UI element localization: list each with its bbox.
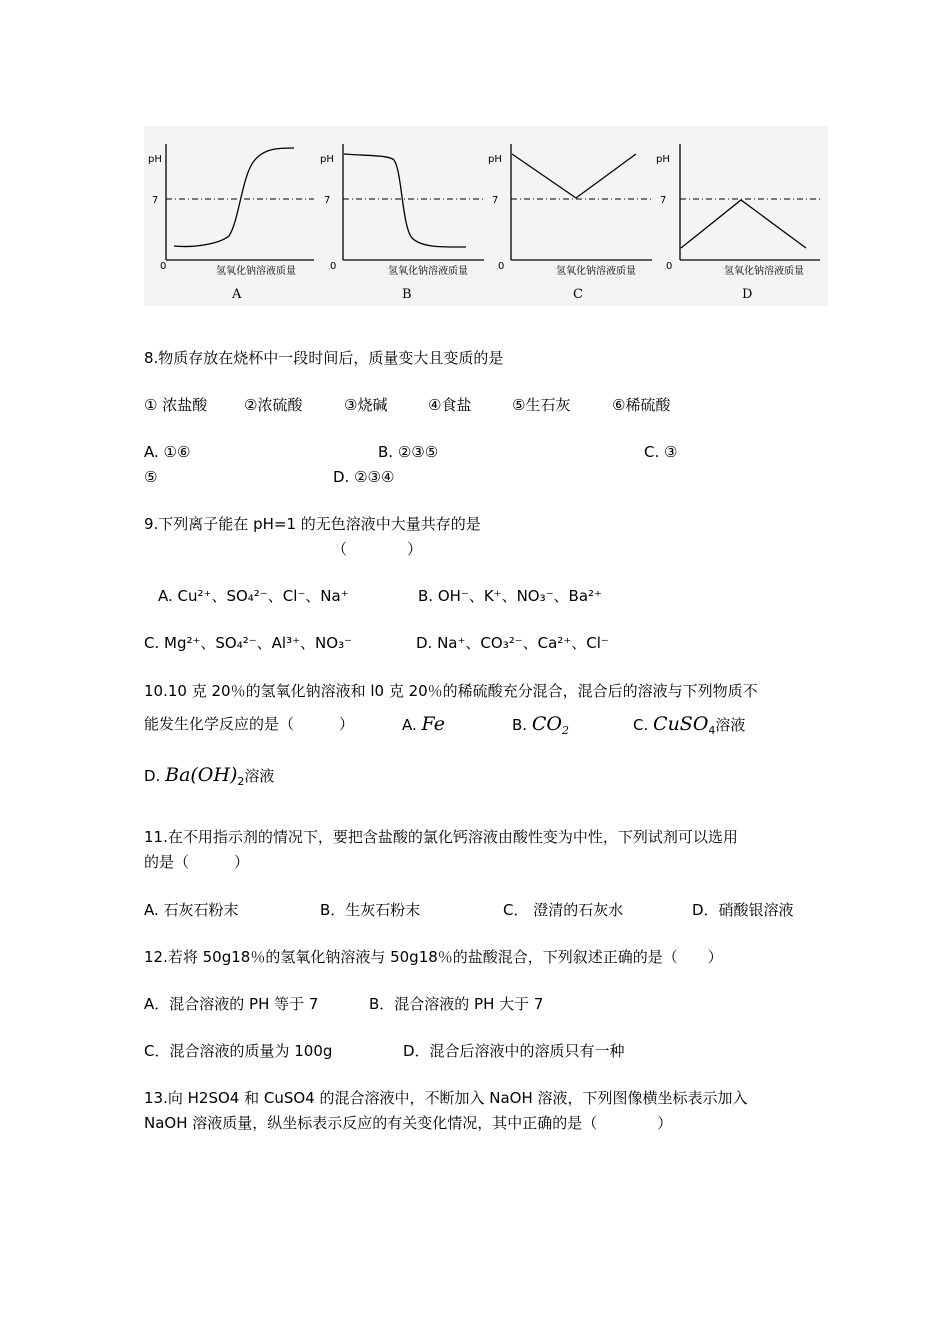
q9-option-d: D. Na⁺、CO₃²⁻、Ca²⁺、Cl⁻	[416, 634, 609, 652]
q9-option-c: C. Mg²⁺、SO₄²⁻、Al³⁺、NO₃⁻	[144, 634, 352, 652]
q11-option-b: B．生灰石粉末	[320, 901, 421, 919]
panel-d-zero: 0	[666, 261, 673, 272]
q9-stem: 9.下列离子能在 pH=1 的无色溶液中大量共存的是	[144, 515, 481, 533]
q8-option-c-part2: ⑤	[144, 468, 158, 486]
q11-option-d: D．硝酸银溶液	[692, 901, 794, 919]
q8-option-a: A. ①⑥	[144, 443, 191, 461]
q13-stem-line1: 13.向 H2SO4 和 CuSO4 的混合溶液中，不断加入 NaOH 溶液，下列图像横坐标表示加入	[144, 1089, 748, 1107]
q12-stem: 12.若将 50g18％的氢氧化钠溶液与 50g18％的盐酸混合，下列叙述正确的是（ ）	[144, 948, 723, 966]
figure-background	[144, 126, 828, 306]
q8-item-6: ⑥稀硫酸	[612, 396, 671, 414]
q10-option-b-letter: B.	[512, 716, 528, 734]
panel-a-seven: 7	[152, 195, 159, 206]
q10-option-d-formula: Ba(OH)	[165, 764, 238, 786]
q10-option-c-subscript: 4	[708, 724, 716, 737]
ph-curves-figure	[144, 126, 828, 306]
q12-option-b: B．混合溶液的 PH 大于 7	[369, 995, 544, 1013]
panel-a-zero: 0	[160, 261, 167, 272]
q10-option-a-formula: Fe	[421, 713, 445, 735]
q10-option-d	[144, 765, 274, 786]
panel-c-zero: 0	[498, 261, 505, 272]
q10-option-c	[633, 714, 745, 735]
q11-stem-line1: 11.在不用指示剂的情况下，要把含盐酸的氯化钙溶液由酸性变为中性，下列试剂可以选用	[144, 828, 738, 846]
q13-stem-line2: NaOH 溶液质量，纵坐标表示反应的有关变化情况，其中正确的是（ ）	[144, 1114, 673, 1132]
panel-b-zero: 0	[330, 261, 337, 272]
q12-option-c: C．混合溶液的质量为 100g	[144, 1042, 333, 1060]
panel-d-seven: 7	[660, 195, 667, 206]
panel-b-seven: 7	[324, 195, 331, 206]
q12-option-a: A．混合溶液的 PH 等于 7	[144, 995, 319, 1013]
q10-option-b	[512, 714, 569, 735]
panel-b-xlabel: 氢氧化钠溶液质量	[388, 266, 468, 277]
panel-b-letter: B	[402, 287, 412, 302]
q10-option-c-letter: C.	[633, 716, 649, 734]
q11-stem-line2: 的是（ ）	[144, 853, 250, 871]
q8-option-b: B. ②③⑤	[378, 443, 439, 461]
q10-option-a-letter: A.	[402, 716, 417, 734]
q10-option-d-tail: 溶液	[244, 767, 275, 785]
panel-c-ylabel: pH	[488, 154, 502, 165]
panel-a-ylabel: pH	[148, 154, 162, 165]
q8-item-4: ④食盐	[428, 396, 472, 414]
panel-c-seven: 7	[492, 195, 499, 206]
panel-d-letter: D	[742, 287, 753, 302]
q8-item-1: ① 浓盐酸	[144, 396, 208, 414]
panel-c-xlabel: 氢氧化钠溶液质量	[556, 266, 636, 277]
q10-option-d-letter: D.	[144, 767, 161, 785]
q8-option-c-part1: C. ③	[644, 443, 678, 461]
q10-option-c-tail: 溶液	[715, 716, 746, 734]
q9-option-a: A. Cu²⁺、SO₄²⁻、Cl⁻、Na⁺	[158, 587, 349, 605]
panel-b-ylabel: pH	[320, 154, 334, 165]
q10-option-a	[402, 714, 445, 735]
q8-item-2: ②浓硫酸	[244, 396, 303, 414]
ph-curves-svg	[144, 126, 828, 306]
q9-answer-paren: （ ）	[332, 540, 423, 558]
q11-option-c: C． 澄清的石灰水	[503, 901, 624, 919]
q8-item-3: ③烧碱	[344, 396, 388, 414]
q10-option-b-formula: CO	[531, 713, 562, 735]
panel-c-letter: C	[573, 287, 583, 302]
q8-option-d: D. ②③④	[333, 468, 395, 486]
q10-stem-line2: 能发生化学反应的是（ ）	[144, 715, 355, 733]
q10-option-c-formula: CuSO	[653, 713, 709, 735]
panel-d-xlabel: 氢氧化钠溶液质量	[724, 266, 804, 277]
q10-option-d-subscript: 2	[237, 775, 245, 788]
q11-option-a: A. 石灰石粉末	[144, 901, 239, 919]
q8-item-5: ⑤生石灰	[512, 396, 571, 414]
q9-option-b: B. OH⁻、K⁺、NO₃⁻、Ba²⁺	[418, 587, 602, 605]
q10-stem-line1: 10.10 克 20％的氢氧化钠溶液和 l0 克 20％的稀硫酸充分混合，混合后的溶液与下列物质不	[144, 682, 758, 700]
panel-d-ylabel: pH	[656, 154, 670, 165]
panel-a-letter: A	[232, 287, 242, 302]
q10-option-b-subscript: 2	[561, 724, 569, 737]
q8-stem: 8.物质存放在烧杯中一段时间后，质量变大且变质的是	[144, 349, 504, 367]
q12-option-d: D．混合后溶液中的溶质只有一种	[403, 1042, 625, 1060]
panel-a-xlabel: 氢氧化钠溶液质量	[216, 266, 296, 277]
